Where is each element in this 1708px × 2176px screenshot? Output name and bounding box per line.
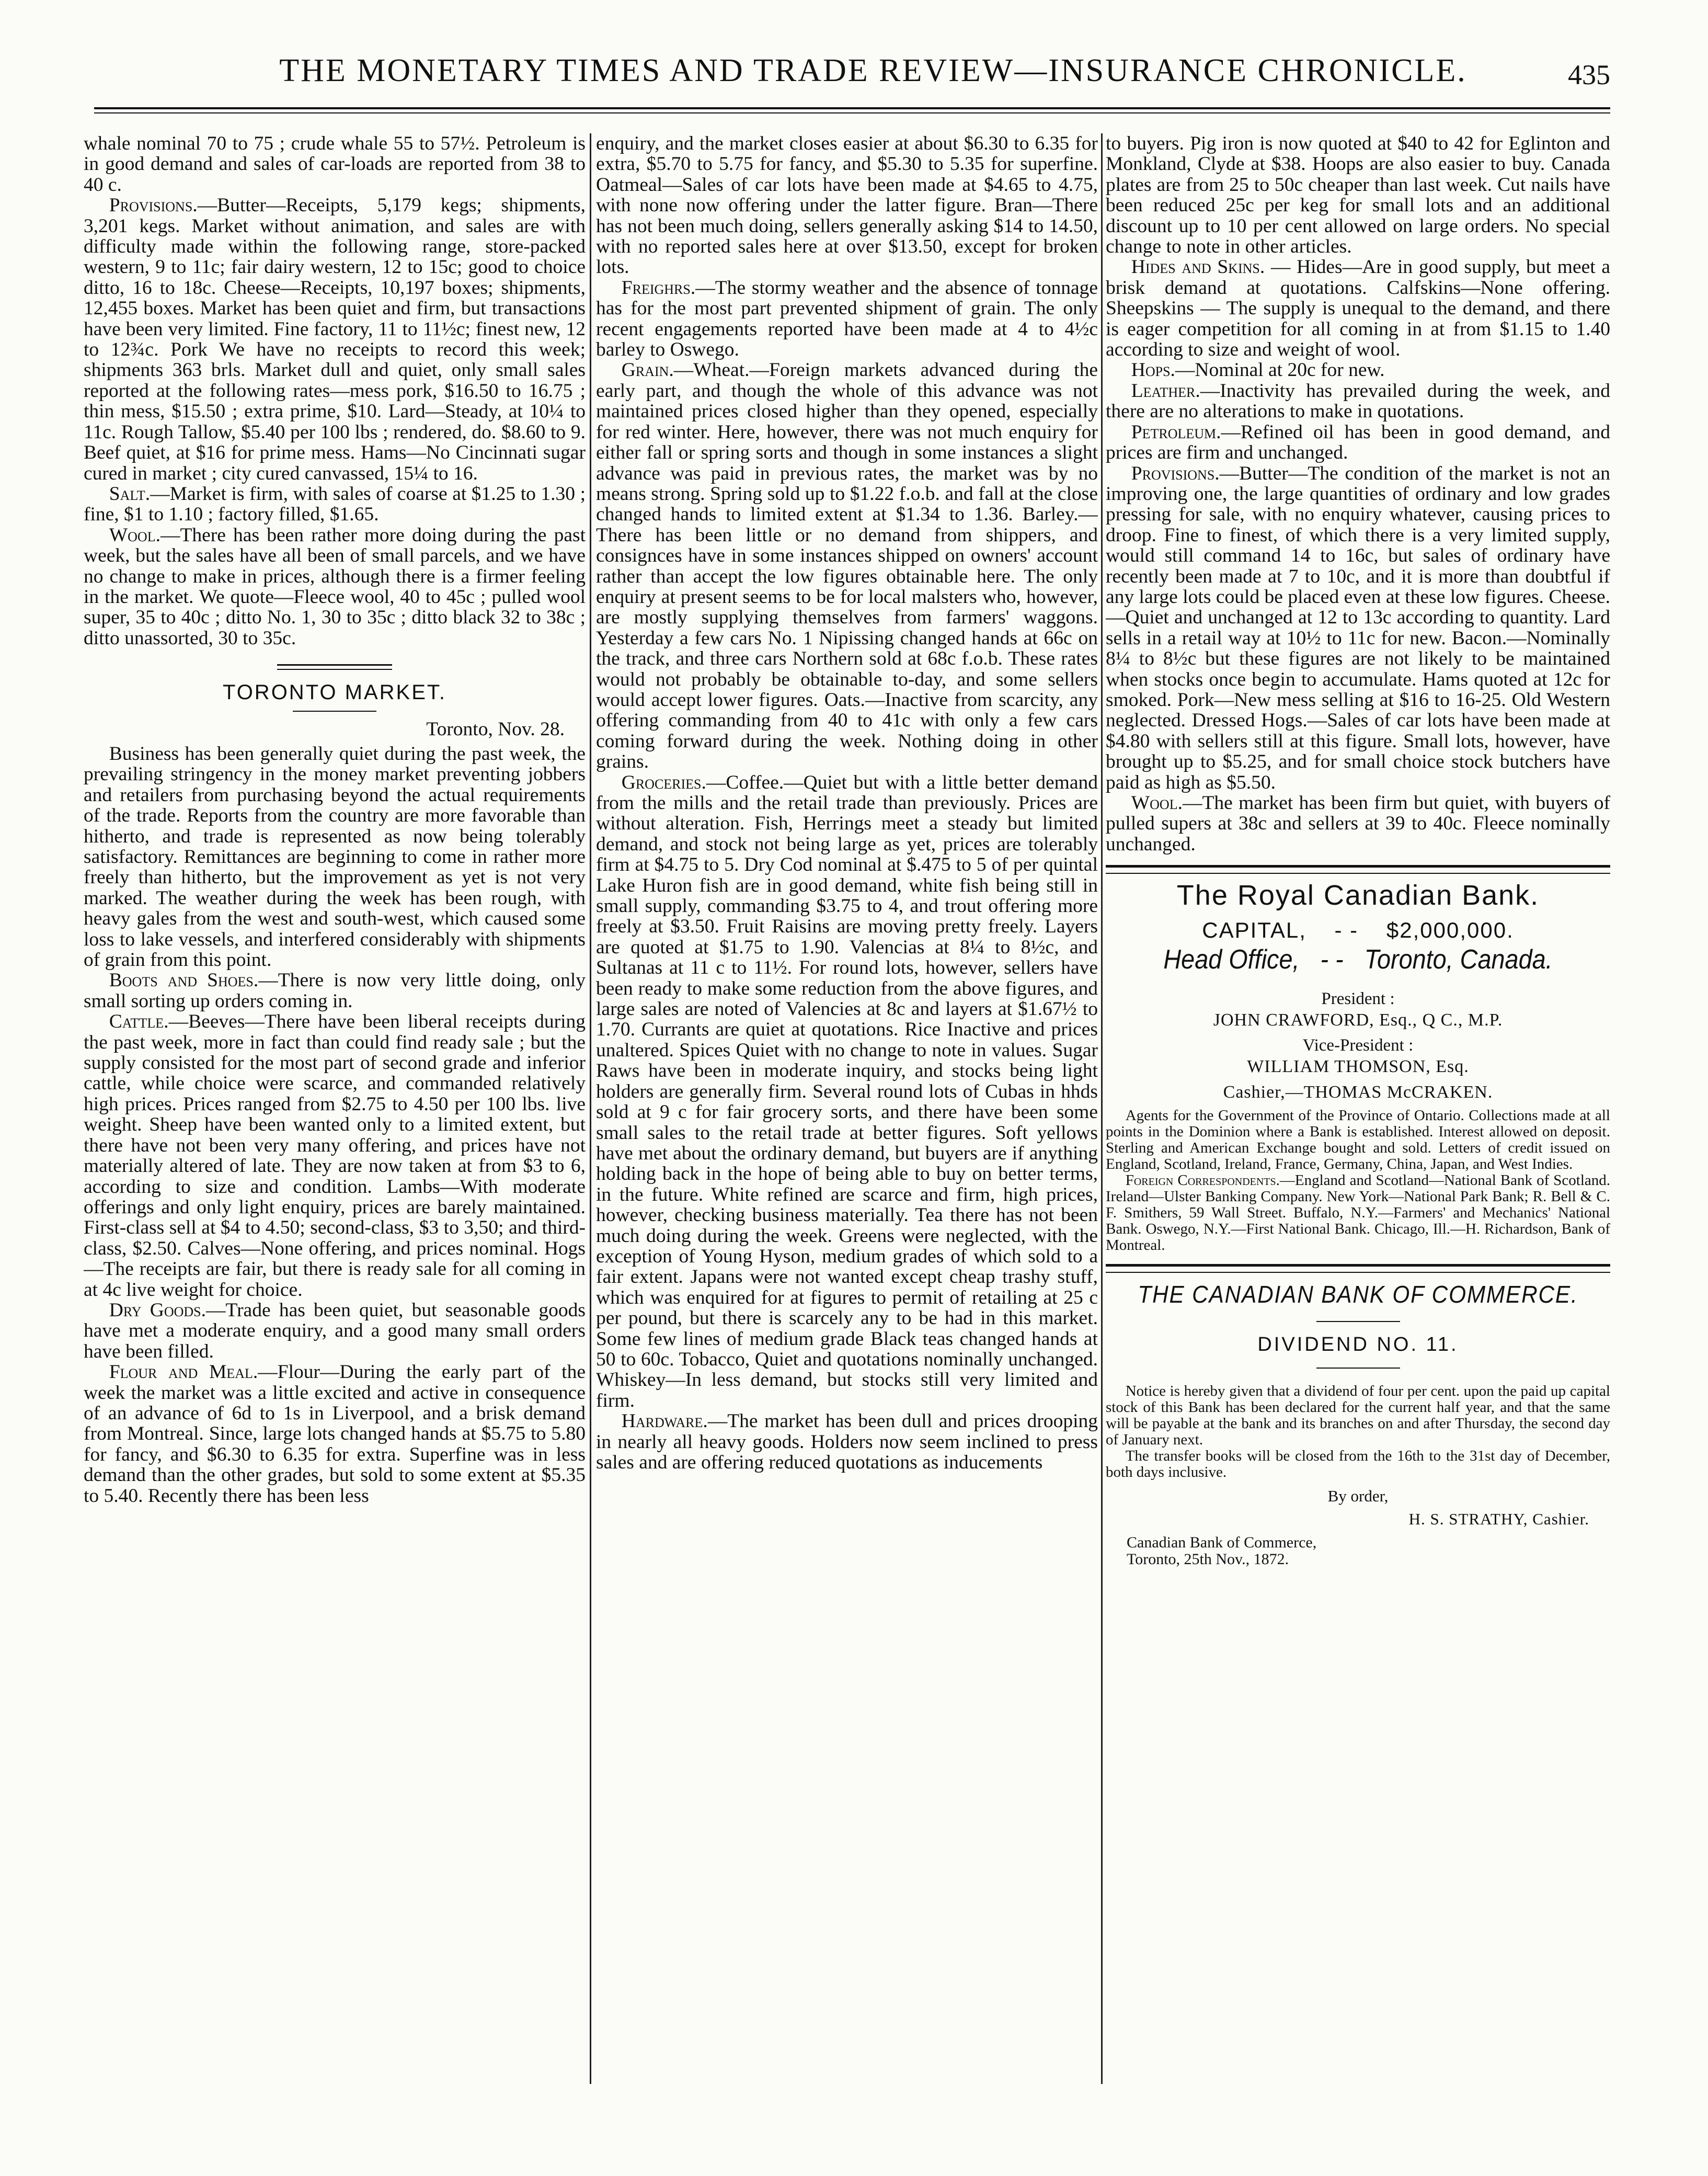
- section-text: —There is now very little doing, only small sorting up orders coming in.: [84, 970, 586, 1012]
- market-paragraph: [84, 525, 586, 648]
- market-paragraph: [1106, 463, 1610, 793]
- market-paragraph: [596, 772, 1098, 1411]
- market-paragraph: [84, 970, 586, 1011]
- transfer-paragraph: The transfer books will be closed from the 16th to the 31st day of December, both days inclusive.: [1106, 1448, 1610, 1481]
- bank-place: Canadian Bank of Commerce,: [1127, 1534, 1317, 1552]
- section-text: —Butter—Receipts, 5,179 kegs; shipments, 3,201 kegs. Market without animation, and sales are with difficulty made within the following range, store-packed western, 9 to 11c; fair dairy western, 12 to 15c; good to choice ditto, 16 to 18c. Cheese—Receipts, 10,197 boxes; shipments, 12,455 boxes. Market has been quiet and firm, but transactions have been very limited. Fine factory, 11 to 11½c; finest new, 12 to 12¾c. Pork We have no receipts to record this week; shipments 363 brls. Market dull and quiet, only small sales reported at the following rates—mess pork, $16.50 to 16.75 ; thin mess, $15.50 ; extra prime, $10. Lard—Steady, at 10¼ to 11c. Rough Tallow, $5.40 per 100 lbs ; rendered, do. $8.60 to 9. Beef quiet, at $16 for prime mess. Hams—No Cincinnati sugar cured in market ; city cured canvassed, 15¼ to 16.: [84, 195, 586, 484]
- section-head: Hardware.: [621, 1410, 708, 1432]
- market-paragraph: Business has been generally quiet during the past week, the prevailing stringency in the money market preventing jobbers and retailers from purchasing beyond the actual requirements of the trade. Reports from the country are more favorable than hitherto, and trade is represented as now being tolerably satisfactory. Remittances are beginning to come in rather more freely than hitherto, but the improvement as yet is not very marked. The weather during the week has been rough, with heavy gales from the west and south-west, which caused some loss to lake vessels, and interfered considerably with shipments of grain from this point.: [84, 743, 586, 971]
- market-paragraph: [1106, 422, 1610, 463]
- market-paragraph: [1106, 793, 1610, 855]
- head-office-line: [1131, 944, 1585, 975]
- column-one: [84, 133, 586, 2084]
- dividend-heading: DIVIDEND NO. 11.: [1257, 1333, 1459, 1355]
- section-text: —Market is firm, with sales of coarse at $1.25 to 1.30 ; fine, $1 to 1.10 ; factory filled, $1.65.: [84, 483, 586, 526]
- market-paragraph: whale nominal 70 to 75 ; crude whale 55 to 57½. Petroleum is in good demand and sales of car-loads are reported from 38 to 40 c.: [84, 133, 586, 196]
- head-office-label: Head Office,: [1163, 944, 1300, 975]
- section-head: Wool.: [1131, 792, 1183, 814]
- section-head: Dry Goods.: [109, 1299, 206, 1321]
- market-paragraph: [596, 278, 1098, 360]
- correspondents-paragraph: [1106, 1172, 1610, 1254]
- section-text: —Butter—The condition of the market is not an improving one, the large quantities of ordinary and low grades pressing for sale, with no enquiry whatever, causing prices to droop. Fine to finest, of which there is a very limited supply, would still command 14 to 16c, but sales of ordinary have recently been made at 7 to 10c, and it is more than doubtful if any large lots could be placed even at these low figures. Cheese.—Quiet and unchanged at 12 to 13c according to quantity. Lard sells in a retail way at 10½ to 11c for new. Bacon.—Nominally 8¼ to 8½c but these figures are not likely to be maintained when stocks once begin to accumulate. Hams quoted at 12c for smoked. Pork—New mess selling at $16 to 16-25. Old Western neglected. Dressed Hogs.—Sales of car lots have been made at $4.80 with sellers still at this figure. Small lots, however, have brought up to $5.25, and for small choice stock butchers have paid as high as $5.50.: [1106, 462, 1610, 793]
- agents-paragraph: Agents for the Government of the Province of Ontario. Collections made at all points in the Dominion where a Bank is established. Interest allowed on deposit. Sterling and American Exchange bought and sold. Letters of credit issued on England, Scotland, Ireland, France, Germany, China, Japan, and West Indies.: [1106, 1107, 1610, 1173]
- section-text: —Beeves—There have been liberal receipts during the past week, more in fact than could find ready sale ; but the supply consisted for the most part of second grade and inferior cattle, while choice were scarce, and commanded relatively high prices. Prices ranged from $2.75 to 4.50 per 100 lbs. live weight. Sheep have been wanted only to a limited extent, but there have not been very many offering, and prices have not materially altered of late. They are now taken at from $3 to 6, according to size and condition. Lambs—With moderate offerings and only light enquiry, prices are barely maintained. First-class sell at $4 to 4.50; second-class, $3 to 3,50; and third-class, $2.50. Calves—None offering, and prices nominal. Hogs—The receipts are fair, but there is ready sale for all coming in at 4c live weight for choice.: [84, 1011, 586, 1301]
- commerce-title: THE CANADIAN BANK OF COMMERCE.: [1138, 1281, 1578, 1308]
- section-head: Boots and Shoes.: [109, 970, 259, 992]
- header-rule: [94, 107, 1610, 113]
- column-two: [596, 133, 1098, 2084]
- column-divider: [1101, 133, 1103, 2084]
- section-head: Hops.: [1131, 359, 1175, 381]
- section-head: Salt.: [109, 483, 151, 505]
- market-paragraph: enquiry, and the market closes easier at about $6.30 to 6.35 for extra, $5.70 to 5.75 for fancy, and $5.30 to 5.35 for superfine. Oatmeal—Sales of car lots have been made at $4.65 to 4.75, with none now offering under the latter figure. Bran—There has not been much doing, sellers generally asking $14 to 14.50, with no reported sales here at over $13.50, except for broken lots.: [596, 133, 1098, 278]
- section-text: —Refined oil has been in good demand, and prices are firm and unchanged.: [1106, 421, 1610, 464]
- notice-paragraph: Notice is hereby given that a dividend of four per cent. upon the paid up capital stock of this Bank has been declared for the current half year, and that the same will be payable at the bank and its branches on and after Thursday, the second day of January next.: [1106, 1383, 1610, 1449]
- market-paragraph: [84, 195, 586, 484]
- notice-date: Toronto, 25th Nov., 1872.: [1127, 1551, 1289, 1568]
- dividend-notice: [1106, 1383, 1610, 1480]
- section-text: —Nominal at 20c for new.: [1175, 359, 1385, 381]
- head-office-dash: - -: [1320, 944, 1344, 975]
- market-paragraph: [1106, 360, 1610, 380]
- advert-rule: [1106, 1264, 1610, 1273]
- section-head: Provisions.: [1131, 462, 1220, 484]
- section-head: Petroleum.: [1131, 421, 1221, 443]
- title-rule: [1316, 1368, 1400, 1369]
- capital-line: [1106, 917, 1610, 942]
- market-paragraph: [84, 1362, 586, 1506]
- section-text: —Coffee.—Quiet but with a little better demand from the mills and the retail trade than previously. Prices are without alteration. Fish, Herrings meet a steady but limited demand, and stock not being large as yet, prices are tolerably firm at $4.75 to 5. Dry Cod nominal at $.475 to 5 of per quintal Lake Huron fish are in good demand, white fish being still in small supply, commanding $3.75 to 4, and trout offering more freely at $3.50. Fruit Raisins are moving pretty freely. Layers are quoted at $1.75 to 1.90. Valencias at 8¼ to 8½c, and Sultanas at 11 c to 11½. For round lots, however, sellers have been ready to make some reduction from the above figures, and large sales are noted of Valencies at 8c and layers at $1.67½ to 1.70. Currants are quiet at quotations. Rice Inactive and prices unaltered. Spices Quiet with no change to note in values. Sugar Raws have been in moderate inquiry, and stocks being light holders are generally firm. Several round lots of Cubas in hhds sold at 9 c for fair grocery sorts, and there have been some small sales to the retail trade at better figures. Soft yellows have met about the ordinary demand, but buyers are if anything holding back in the hope of being able to buy on better terms, in the future. White refined are scarce and firm, high prices, however, checking business materially. Tea there has not been much doing during the week. Greens were neglected, with the exception of Young Hyson, medium grades of which sold to a fair extent. Japans were not wanted except cheap trashy stuff, which was enquired for at figures to permit of retailing at 25 c per pound, but there is scarcely any to be had in this market. Some few lines of medium grade Black teas changed hands at 50 to 60c. Tobacco, Quiet and quotations nominally unchanged. Whiskey—In less demand, but stocks still very limited and firm.: [596, 771, 1098, 1411]
- section-text: —There has been rather more doing during the past week, but the sales have all been of small parcels, and we have no change to make in prices, although there is a firmer feeling in the market. We quote—Fleece wool, 40 to 45c ; pulled wool super, 35 to 40c ; ditto No. 1, 30 to 35c ; ditto black 32 to 38c ; ditto unassorted, 30 to 35c.: [84, 524, 586, 649]
- section-text: —The market has been dull and prices drooping in nearly all heavy goods. Holders now seem inclined to press sales and are offering reduced quotations as inducements: [596, 1410, 1098, 1473]
- section-head: Wool.: [109, 524, 161, 546]
- capital-value: $2,000,000.: [1386, 917, 1514, 942]
- section-head: Freighrs.: [621, 277, 696, 299]
- market-paragraph: [84, 484, 586, 525]
- section-text: —Wheat.—Foreign markets advanced during the early part, and though the whole of this advance was not maintained prices closed higher than they opened, especially for red winter. Here, however, there was not much enquiry for either fall or spring sorts and though in some instances a slight advance was paid in previous rates, the market was by no means strong. Spring sold up to $1.22 f.o.b. and fall at the close changed hands to limited extent at $1.34 to 1.36. Barley.—There has been little or no demand from shippers, and consignces have in some instances shipped on owners' account rather than accept the low figures obtainable here. The only enquiry at present seems to be for local malsters who, however, are mostly supplying themselves from farmers' waggons. Yesterday a few cars No. 1 Nipissing changed hands at 66c on the track, and three cars Northern sold at 68c f.o.b. These rates would not probably be obtainable to-day, and some sellers would accept lower figures. Oats.—Inactive from scarcity, any offering commanding from 40 to 41c with only a few cars coming forward during the week. Nothing doing in other grains.: [596, 359, 1098, 773]
- commerce-advert: [1106, 1281, 1610, 1568]
- title-rule: [1316, 1321, 1400, 1322]
- section-head: Grain.: [621, 359, 674, 381]
- market-paragraph: [1106, 381, 1610, 422]
- section-head: Foreign Correspondents.: [1125, 1172, 1280, 1189]
- market-paragraph: [596, 360, 1098, 772]
- head-office-value: Toronto, Canada.: [1364, 944, 1553, 975]
- bank-details: [1106, 1108, 1610, 1254]
- section-head: Cattle.: [109, 1011, 169, 1033]
- toronto-market-title: TORONTO MARKET.: [222, 681, 446, 704]
- cashier-line: Cashier,—THOMAS McCRAKEN.: [1223, 1083, 1493, 1102]
- publication-title: THE MONETARY TIMES AND TRADE REVIEW—INSURANCE CHRONICLE.: [279, 53, 1467, 88]
- column-divider: [590, 133, 591, 2084]
- page-number: 435: [1568, 59, 1610, 90]
- section-head: Hides and Skins.: [1131, 256, 1265, 278]
- section-text: —Trade has been quiet, but seasonable goods have met a moderate enquiry, and a good many small orders have been filled.: [84, 1299, 586, 1362]
- vice-president-label: Vice-President :: [1302, 1036, 1414, 1055]
- column-three: [1106, 133, 1610, 2084]
- market-paragraph: [84, 1011, 586, 1300]
- dateline: Toronto, Nov. 28.: [426, 718, 565, 740]
- section-head: Groceries.: [621, 771, 706, 793]
- section-separator: [277, 664, 392, 670]
- section-text: —Inactivity has prevailed during the week, and there are no alterations to make in quotations.: [1106, 380, 1610, 423]
- page-header: [94, 52, 1610, 99]
- capital-dash: - -: [1334, 917, 1359, 942]
- president-name: JOHN CRAWFORD, Esq., Q C., M.P.: [1213, 1010, 1503, 1030]
- section-head: Flour and Meal.: [109, 1361, 258, 1383]
- section-text: — Hides—Are in good supply, but meet a brisk demand at quotations. Calfskins—None offering. Sheepskins — The supply is unequal to the demand, and there is eager competition for all coming in at from $1.15 to 1.40 according to size and weight of wool.: [1106, 256, 1610, 361]
- capital-label: CAPITAL,: [1202, 917, 1306, 942]
- section-head: Leather.: [1131, 380, 1200, 402]
- title-rule: [293, 711, 376, 712]
- market-paragraph: to buyers. Pig iron is now quoted at $40 to 42 for Eglinton and Monkland, Clyde at $38. Hoops are also easier to buy. Canada plates are from 25 to 50c cheaper than last week. Cut nails have been reduced 25c per keg for small lots and an additional discount up to 10 per cent allowed on large orders. No special change to note in other articles.: [1106, 133, 1610, 258]
- president-label: President :: [1321, 989, 1395, 1009]
- by-order: By order,: [1327, 1487, 1389, 1506]
- royal-bank-advert: [1106, 880, 1610, 1254]
- vice-president-name: WILLIAM THOMSON, Esq.: [1247, 1056, 1469, 1076]
- section-text: —Flour—During the early part of the week the market was a little excited and active in consequence of an advance of 6d to 1s in Liverpool, and a brisk demand from Montreal. Since, large lots changed hands at $5.75 to 5.80 for fancy, and $6.30 to 6.35 for extra. Superfine was in less demand than the other grades, but sold to some extent at $5.35 to 5.40. Recently there has been less: [84, 1361, 586, 1507]
- cashier-signature: H. S. STRATHY, Cashier.: [1408, 1509, 1589, 1528]
- section-text: —England and Scotland—National Bank of Scotland. Ireland—Ulster Banking Company. New York—National Park Bank; R. Bell & C. F. Smithers, 59 Wall Street. Buffalo, N.Y.—Farmers' and Mechanics' National Bank. Oswego, N.Y.—First National Bank. Chicago, Ill.—H. Richardson, Bank of Montreal.: [1106, 1172, 1610, 1254]
- section-text: —The stormy weather and the absence of tonnage has for the most part prevented shipment of grain. The only recent engagements reported have been made at 4 to 4½c barley to Oswego.: [596, 277, 1098, 361]
- section-head: Provisions.: [109, 195, 198, 217]
- bank-name: The Royal Canadian Bank.: [1176, 880, 1540, 912]
- market-paragraph: [596, 1411, 1098, 1473]
- market-paragraph: [1106, 257, 1610, 360]
- section-text: —The market has been firm but quiet, with buyers of pulled supers at 38c and sellers at 39 to 40c. Fleece nominally unchanged.: [1106, 792, 1610, 855]
- advert-rule: [1106, 865, 1610, 874]
- market-paragraph: [84, 1300, 586, 1362]
